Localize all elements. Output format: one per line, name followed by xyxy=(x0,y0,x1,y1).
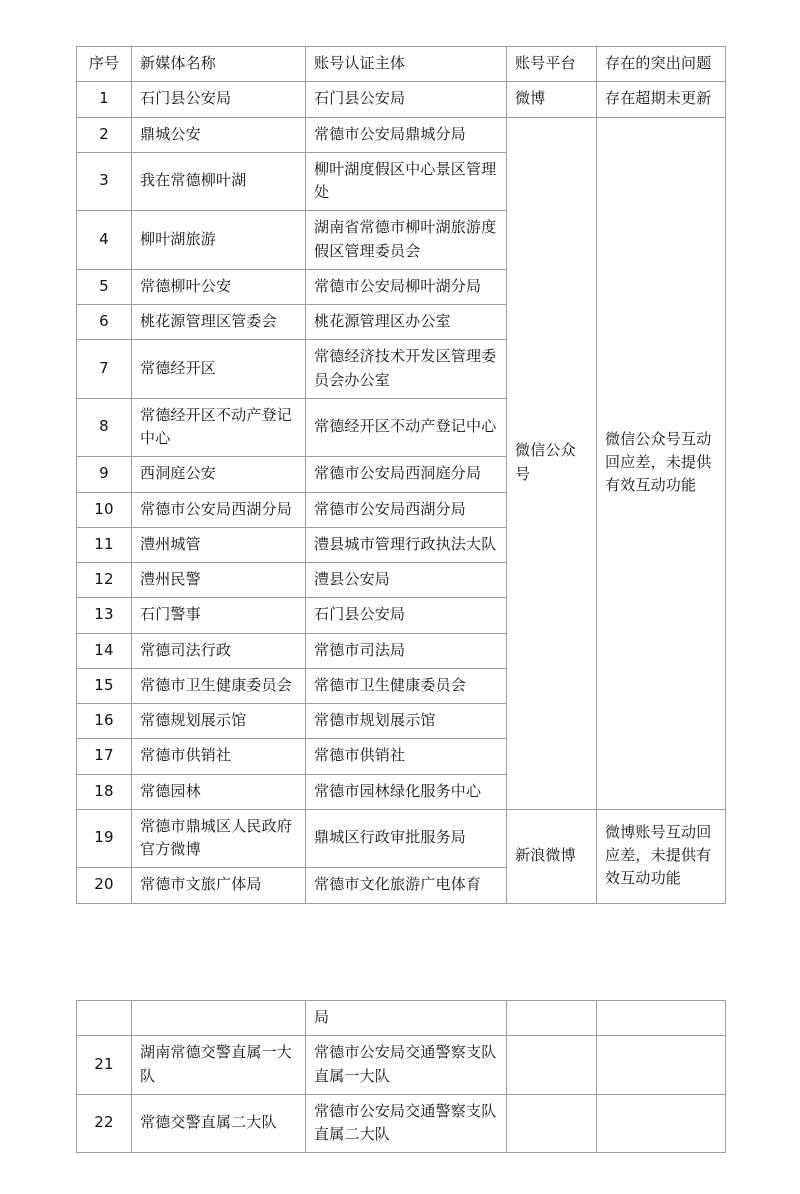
cell-name: 常德经开区不动产登记中心 xyxy=(132,398,306,457)
cell-subject: 常德市公安局柳叶湖分局 xyxy=(306,269,507,304)
cell-subject: 常德经济技术开发区管理委员会办公室 xyxy=(306,340,507,399)
table-row xyxy=(77,1036,726,1095)
media-accounts-table xyxy=(76,46,726,904)
cell-issue-weibo: 微博账号互动回应差，未提供有效互动功能 xyxy=(597,809,726,903)
cell-subject: 常德市文化旅游广电体育 xyxy=(306,868,507,903)
cell-name: 西洞庭公安 xyxy=(132,457,306,492)
cell-name: 澧州城管 xyxy=(132,527,306,562)
cell-name: 常德经开区 xyxy=(132,340,306,399)
cell-index: 15 xyxy=(77,668,132,703)
cell-subject: 常德市公安局西洞庭分局 xyxy=(306,457,507,492)
cell-index: 18 xyxy=(77,774,132,809)
cell-index: 11 xyxy=(77,527,132,562)
cell-subject: 局 xyxy=(306,1001,507,1036)
cell-index: 16 xyxy=(77,704,132,739)
cell-name: 澧州民警 xyxy=(132,563,306,598)
cell-subject: 澧县城市管理行政执法大队 xyxy=(306,527,507,562)
cell-index: 10 xyxy=(77,492,132,527)
table-row xyxy=(77,117,726,152)
cell-platform-empty xyxy=(507,1001,597,1036)
cell-platform-sina-weibo: 新浪微博 xyxy=(507,809,597,903)
cell-index: 12 xyxy=(77,563,132,598)
cell-index xyxy=(77,1001,132,1036)
header-subject: 账号认证主体 xyxy=(306,47,507,82)
cell-name: 常德规划展示馆 xyxy=(132,704,306,739)
cell-index: 4 xyxy=(77,211,132,270)
cell-index: 1 xyxy=(77,82,132,117)
header-name: 新媒体名称 xyxy=(132,47,306,82)
cell-issue-wechat: 微信公众号互动回应差，未提供有效互动功能 xyxy=(597,117,726,809)
cell-name: 石门县公安局 xyxy=(132,82,306,117)
cell-subject: 常德市公安局西湖分局 xyxy=(306,492,507,527)
cell-name: 常德交警直属二大队 xyxy=(132,1094,306,1153)
cell-subject: 柳叶湖度假区中心景区管理处 xyxy=(306,152,507,211)
cell-subject: 澧县公安局 xyxy=(306,563,507,598)
cell-index: 2 xyxy=(77,117,132,152)
cell-index: 22 xyxy=(77,1094,132,1153)
cell-index: 14 xyxy=(77,633,132,668)
cell-name: 鼎城公安 xyxy=(132,117,306,152)
cell-platform-wechat: 微信公众号 xyxy=(507,117,597,809)
cell-subject: 常德市园林绿化服务中心 xyxy=(306,774,507,809)
cell-subject: 鼎城区行政审批服务局 xyxy=(306,809,507,868)
cell-subject: 常德市公安局交通警察支队直属二大队 xyxy=(306,1094,507,1153)
cell-subject: 常德市卫生健康委员会 xyxy=(306,668,507,703)
cell-subject: 常德市供销社 xyxy=(306,739,507,774)
cell-name: 常德市鼎城区人民政府官方微博 xyxy=(132,809,306,868)
cell-subject: 石门县公安局 xyxy=(306,598,507,633)
table-row xyxy=(77,1094,726,1153)
cell-name: 常德司法行政 xyxy=(132,633,306,668)
cell-index: 21 xyxy=(77,1036,132,1095)
header-index: 序号 xyxy=(77,47,132,82)
cell-index: 6 xyxy=(77,305,132,340)
cell-issue-empty xyxy=(597,1036,726,1095)
cell-subject: 常德市公安局鼎城分局 xyxy=(306,117,507,152)
table-row xyxy=(77,1001,726,1036)
cell-name: 桃花源管理区管委会 xyxy=(132,305,306,340)
cell-platform-empty xyxy=(507,1094,597,1153)
cell-subject: 常德市规划展示馆 xyxy=(306,704,507,739)
cell-index: 7 xyxy=(77,340,132,399)
cell-name: 湖南常德交警直属一大队 xyxy=(132,1036,306,1095)
cell-subject: 桃花源管理区办公室 xyxy=(306,305,507,340)
cell-index: 19 xyxy=(77,809,132,868)
header-platform: 账号平台 xyxy=(507,47,597,82)
cell-issue-empty xyxy=(597,1094,726,1153)
cell-index: 20 xyxy=(77,868,132,903)
table-section-continuation xyxy=(76,1000,726,1153)
cell-index: 17 xyxy=(77,739,132,774)
cell-name: 常德市供销社 xyxy=(132,739,306,774)
cell-platform-empty xyxy=(507,1036,597,1095)
cell-subject: 常德市公安局交通警察支队直属一大队 xyxy=(306,1036,507,1095)
table-header-row xyxy=(77,47,726,82)
media-accounts-table-continued xyxy=(76,1000,726,1153)
cell-index: 13 xyxy=(77,598,132,633)
cell-name: 常德柳叶公安 xyxy=(132,269,306,304)
cell-index: 8 xyxy=(77,398,132,457)
cell-subject: 常德经开区不动产登记中心 xyxy=(306,398,507,457)
cell-name: 石门警事 xyxy=(132,598,306,633)
cell-issue-overdue: 存在超期未更新 xyxy=(597,82,726,117)
cell-index: 3 xyxy=(77,152,132,211)
cell-platform-weibo: 微博 xyxy=(507,82,597,117)
cell-name: 常德市文旅广体局 xyxy=(132,868,306,903)
cell-subject: 石门县公安局 xyxy=(306,82,507,117)
table-section-primary xyxy=(76,46,726,904)
cell-name xyxy=(132,1001,306,1036)
cell-name: 我在常德柳叶湖 xyxy=(132,152,306,211)
cell-name: 常德市公安局西湖分局 xyxy=(132,492,306,527)
cell-subject: 湖南省常德市柳叶湖旅游度假区管理委员会 xyxy=(306,211,507,270)
cell-name: 常德市卫生健康委员会 xyxy=(132,668,306,703)
cell-subject: 常德市司法局 xyxy=(306,633,507,668)
table-row xyxy=(77,82,726,117)
table-row xyxy=(77,809,726,868)
cell-index: 5 xyxy=(77,269,132,304)
cell-name: 柳叶湖旅游 xyxy=(132,211,306,270)
cell-index: 9 xyxy=(77,457,132,492)
header-issue: 存在的突出问题 xyxy=(597,47,726,82)
cell-issue-empty xyxy=(597,1001,726,1036)
cell-name: 常德园林 xyxy=(132,774,306,809)
